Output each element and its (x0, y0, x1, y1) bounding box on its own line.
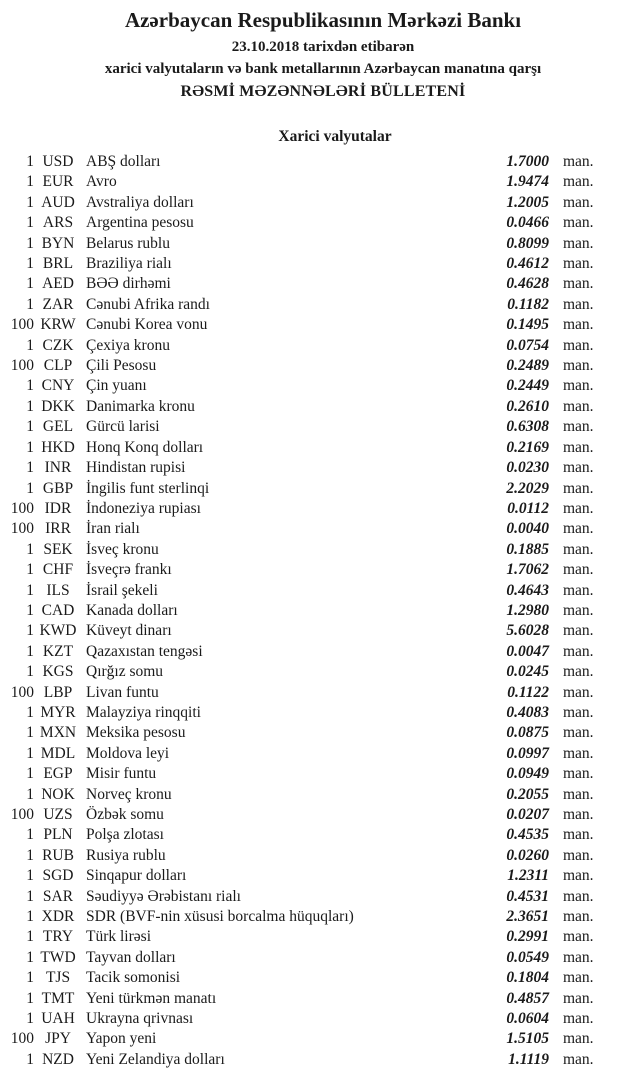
currency-name: Gürcü larisi (86, 418, 160, 436)
currency-name: Braziliya rialı (86, 255, 172, 273)
currency-name: Çin yuanı (86, 377, 147, 395)
unit-label: man. (563, 1010, 594, 1028)
currency-code: CNY (41, 377, 75, 395)
rate-row (0, 213, 620, 233)
quantity-value: 1 (26, 234, 34, 252)
currency-code: NZD (42, 1050, 74, 1068)
rate-value: 0.4083 (506, 703, 549, 721)
quantity-value: 1 (26, 826, 34, 844)
currency-code: CHF (42, 561, 74, 579)
currency-code: KRW (40, 316, 76, 334)
currency-code: MDL (40, 744, 76, 762)
rate-value: 0.4628 (506, 275, 549, 293)
rate-row (0, 1050, 620, 1070)
rate-row (0, 172, 620, 192)
rate-value: 0.0754 (506, 336, 549, 354)
quantity-value: 1 (26, 295, 34, 313)
currency-code: TJS (45, 969, 71, 987)
quantity-value: 1 (26, 724, 34, 742)
currency-name: Moldova leyi (86, 744, 170, 762)
rate-row (0, 152, 620, 172)
currency-code: SGD (42, 867, 74, 885)
quantity-value: 1 (26, 765, 34, 783)
currency-name: Türk lirəsi (86, 928, 151, 946)
unit-label: man. (563, 316, 594, 334)
currency-code: ARS (42, 214, 74, 232)
rate-value: 0.4612 (506, 255, 549, 273)
currency-name: Cənubi Afrika randı (86, 295, 210, 313)
currency-code: GBP (42, 479, 74, 497)
quantity-value: 1 (26, 418, 34, 436)
rate-value: 2.3651 (506, 908, 549, 926)
rate-value: 1.2980 (506, 601, 549, 619)
rate-row (0, 805, 620, 825)
currency-code: BYN (41, 234, 75, 252)
unit-label: man. (563, 357, 594, 375)
rate-row (0, 274, 620, 294)
rate-row (0, 601, 620, 621)
unit-label: man. (563, 785, 594, 803)
currency-code: HKD (41, 438, 75, 456)
rate-row (0, 417, 620, 437)
quantity-value: 1 (26, 438, 34, 456)
currency-code: DKK (41, 397, 75, 415)
rate-row (0, 825, 620, 845)
quantity-value: 100 (10, 683, 34, 701)
currency-name: Kanada dolları (86, 601, 178, 619)
currency-name: İsrail şekeli (86, 581, 158, 599)
rate-row (0, 336, 620, 356)
unit-label: man. (563, 806, 594, 823)
rate-value: 0.2449 (506, 377, 549, 395)
rate-row (0, 254, 620, 274)
currency-name: Rusiya rublu (86, 846, 166, 864)
currency-code: NOK (41, 785, 75, 803)
rate-value: 1.7000 (506, 153, 549, 170)
quantity-value: 1 (26, 255, 34, 273)
unit-label: man. (563, 724, 594, 742)
currency-code: BRL (42, 255, 74, 273)
currency-name: Səudiyyə Ərəbistanı rialı (86, 887, 241, 905)
rate-row (0, 315, 620, 335)
quantity-value: 1 (26, 1010, 34, 1028)
rate-row (0, 785, 620, 805)
unit-label: man. (563, 173, 594, 191)
rate-row (0, 948, 620, 968)
rate-row (0, 846, 620, 866)
currency-name: Tayvan dolları (86, 948, 176, 966)
unit-label: man. (563, 255, 594, 273)
unit-label: man. (563, 234, 594, 252)
exchange-rates-table (0, 152, 620, 1070)
unit-label: man. (563, 336, 594, 354)
quantity-value: 100 (10, 499, 34, 517)
currency-code: CZK (42, 336, 74, 354)
unit-label: man. (563, 1050, 594, 1068)
currency-code: GEL (42, 418, 74, 436)
rate-row (0, 376, 620, 396)
rate-value: 0.0466 (506, 214, 549, 232)
unit-label: man. (563, 683, 594, 701)
rate-row (0, 397, 620, 417)
currency-code: EGP (43, 765, 73, 783)
currency-code: KGS (42, 663, 74, 681)
quantity-value: 1 (26, 479, 34, 497)
rate-value: 1.5105 (506, 1030, 549, 1048)
rate-row (0, 683, 620, 703)
currency-code: TRY (42, 928, 74, 946)
rate-value: 0.8099 (506, 234, 549, 252)
currency-name: Polşa zlotası (86, 826, 164, 844)
rate-value: 1.2005 (506, 193, 549, 211)
currency-name: Livan funtu (86, 683, 159, 701)
rate-value: 0.2169 (506, 438, 549, 456)
rate-row (0, 458, 620, 478)
rate-value: 0.6308 (506, 418, 549, 436)
currency-code: EUR (42, 173, 74, 191)
rate-value: 1.1119 (508, 1050, 549, 1068)
rate-value: 0.1182 (507, 295, 549, 313)
unit-label: man. (563, 499, 594, 517)
quantity-value: 1 (26, 214, 34, 232)
quantity-value: 100 (10, 806, 34, 823)
rate-row (0, 1029, 620, 1049)
bank-title: Azərbaycan Respublikasının Mərkəzi Bankı (124, 8, 522, 32)
currency-code: ILS (46, 581, 70, 599)
quantity-value: 1 (26, 663, 34, 681)
rate-value: 0.0230 (506, 459, 549, 477)
unit-label: man. (563, 418, 594, 436)
rate-value: 0.1122 (507, 683, 549, 701)
currency-code: AUD (41, 193, 75, 211)
currency-name: İsveç kronu (86, 540, 159, 558)
unit-label: man. (563, 989, 594, 1007)
currency-code: RUB (42, 846, 74, 864)
rate-row (0, 703, 620, 723)
rate-row (0, 560, 620, 580)
currency-name: İran rialı (86, 520, 140, 538)
quantity-value: 1 (26, 969, 34, 987)
rate-row (0, 540, 620, 560)
rate-row (0, 968, 620, 988)
unit-label: man. (563, 826, 594, 844)
currency-name: Avstraliya dolları (86, 193, 194, 211)
quantity-value: 1 (26, 867, 34, 885)
unit-label: man. (563, 1030, 594, 1048)
currency-name: Misir funtu (86, 765, 157, 783)
unit-label: man. (563, 928, 594, 946)
unit-label: man. (563, 295, 594, 313)
unit-label: man. (563, 908, 594, 926)
rate-row (0, 907, 620, 927)
currency-name: Hindistan rupisi (86, 459, 186, 477)
currency-name: Cənubi Korea vonu (86, 316, 208, 334)
currency-code: SAR (42, 887, 74, 905)
currency-code: ZAR (42, 295, 74, 313)
rate-value: 0.1885 (506, 540, 549, 558)
rate-value: 5.6028 (506, 622, 549, 640)
rate-value: 0.0260 (506, 846, 549, 864)
currency-code: CAD (41, 601, 75, 619)
quantity-value: 100 (10, 316, 34, 334)
currency-name: Argentina pesosu (86, 214, 194, 232)
rate-row (0, 887, 620, 907)
currency-name: Norveç kronu (86, 785, 172, 803)
currency-name: Çili Pesosu (86, 357, 157, 375)
rate-value: 0.0549 (506, 948, 549, 966)
unit-label: man. (563, 887, 594, 905)
unit-label: man. (563, 663, 594, 681)
currency-code: MYR (40, 703, 76, 721)
quantity-value: 1 (26, 948, 34, 966)
currency-name: Yapon yeni (86, 1030, 157, 1048)
currency-code: USD (42, 153, 74, 170)
currency-code: IDR (44, 499, 72, 517)
currency-name: Küveyt dinarı (86, 622, 172, 640)
unit-label: man. (563, 459, 594, 477)
rate-value: 0.0047 (506, 642, 549, 660)
currency-code: TMT (41, 989, 75, 1007)
currency-name: Belarus rublu (86, 234, 170, 252)
rate-row (0, 1009, 620, 1029)
unit-label: man. (563, 622, 594, 640)
rate-row (0, 499, 620, 519)
unit-label: man. (563, 520, 594, 538)
quantity-value: 1 (26, 622, 34, 640)
rate-value: 0.0997 (506, 744, 549, 762)
quantity-value: 1 (26, 377, 34, 395)
unit-label: man. (563, 765, 594, 783)
unit-label: man. (563, 581, 594, 599)
unit-label: man. (563, 377, 594, 395)
rate-value: 1.7062 (506, 561, 549, 579)
rate-row (0, 866, 620, 886)
rate-value: 0.4531 (506, 887, 549, 905)
currency-code: XDR (41, 908, 75, 926)
unit-label: man. (563, 479, 594, 497)
unit-label: man. (563, 969, 594, 987)
quantity-value: 1 (26, 275, 34, 293)
rate-row (0, 479, 620, 499)
quantity-value: 100 (10, 357, 34, 375)
rate-value: 2.2029 (506, 479, 549, 497)
rate-value: 0.4643 (506, 581, 549, 599)
quantity-value: 1 (26, 581, 34, 599)
rate-value: 0.0207 (506, 806, 549, 823)
currency-name: Honq Konq dolları (86, 438, 204, 456)
quantity-value: 1 (26, 642, 34, 660)
currency-code: AED (42, 275, 74, 293)
currency-name: Qırğız somu (86, 663, 164, 681)
rate-row (0, 438, 620, 458)
unit-label: man. (563, 561, 594, 579)
currency-code: LBP (43, 683, 73, 701)
quantity-value: 1 (26, 785, 34, 803)
rate-row (0, 744, 620, 764)
unit-label: man. (563, 703, 594, 721)
currency-code: KZT (42, 642, 74, 660)
rate-value: 0.0875 (506, 724, 549, 742)
rate-row (0, 662, 620, 682)
rate-value: 0.1495 (506, 316, 549, 334)
rate-value: 0.2610 (506, 397, 549, 415)
quantity-value: 1 (26, 703, 34, 721)
rate-row (0, 642, 620, 662)
currency-code: JPY (45, 1030, 71, 1048)
unit-label: man. (563, 540, 594, 558)
currency-name: Sinqapur dolları (86, 867, 187, 885)
currency-name: İsveçrə frankı (86, 561, 172, 579)
rate-row (0, 356, 620, 376)
currency-name: Danimarka kronu (86, 397, 195, 415)
rate-value: 0.2055 (506, 785, 549, 803)
quantity-value: 1 (26, 336, 34, 354)
quantity-value: 1 (26, 928, 34, 946)
currency-code: PLN (43, 826, 73, 844)
quantity-value: 100 (10, 1030, 34, 1048)
rate-value: 0.2991 (506, 928, 549, 946)
quantity-value: 1 (26, 846, 34, 864)
unit-label: man. (563, 275, 594, 293)
unit-label: man. (563, 948, 594, 966)
rate-value: 0.1804 (506, 969, 549, 987)
currency-name: Meksika pesosu (86, 724, 186, 742)
unit-label: man. (563, 397, 594, 415)
rate-value: 1.9474 (506, 173, 549, 191)
rate-value: 0.4535 (506, 826, 549, 844)
quantity-value: 1 (26, 989, 34, 1007)
currency-name: ABŞ dolları (86, 153, 161, 170)
currency-code: UAH (41, 1010, 75, 1028)
unit-label: man. (563, 744, 594, 762)
section-title-foreign-currencies: Xarici valyutalar (278, 128, 392, 145)
quantity-value: 1 (26, 459, 34, 477)
effective-date: 23.10.2018 tarixdən etibarən (231, 39, 415, 55)
rate-value: 0.0949 (506, 765, 549, 783)
rate-row (0, 193, 620, 213)
currency-code: UZS (43, 806, 73, 823)
unit-label: man. (563, 867, 594, 885)
rate-row (0, 927, 620, 947)
rate-value: 0.2489 (506, 357, 549, 375)
bulletin-title: RƏSMİ MƏZƏNNƏLƏRİ BÜLLETENİ (180, 83, 466, 100)
unit-label: man. (563, 193, 594, 211)
rate-value: 0.0245 (506, 663, 549, 681)
currency-code: KWD (39, 622, 77, 640)
currency-code: IRR (45, 520, 71, 538)
currency-name: Avro (86, 173, 117, 191)
currency-code: TWD (40, 948, 76, 966)
quantity-value: 1 (26, 601, 34, 619)
quantity-value: 1 (26, 173, 34, 191)
unit-label: man. (563, 846, 594, 864)
unit-label: man. (563, 214, 594, 232)
currency-name: Yeni Zelandiya dolları (86, 1050, 225, 1068)
currency-code: MXN (39, 724, 77, 742)
rate-value: 0.0112 (507, 499, 549, 517)
rate-row (0, 581, 620, 601)
rate-row (0, 764, 620, 784)
rate-row (0, 519, 620, 539)
quantity-value: 1 (26, 193, 34, 211)
quantity-value: 1 (26, 887, 34, 905)
currency-name: İndoneziya rupiası (86, 499, 201, 517)
currency-name: SDR (BVF-nin xüsusi borcalma hüquqları) (86, 908, 354, 926)
quantity-value: 1 (26, 744, 34, 762)
currency-code: SEK (43, 540, 73, 558)
quantity-value: 1 (26, 153, 34, 170)
quantity-value: 1 (26, 561, 34, 579)
subtitle-line: xarici valyutaların və bank metallarının Azərbaycan manatına qarşı (104, 61, 542, 77)
rate-row (0, 234, 620, 254)
rate-row (0, 621, 620, 641)
unit-label: man. (563, 642, 594, 660)
rate-row (0, 723, 620, 743)
rate-value: 0.0604 (506, 1010, 549, 1028)
unit-label: man. (563, 153, 594, 170)
currency-name: Ukrayna qrivnası (86, 1010, 194, 1028)
unit-label: man. (563, 438, 594, 456)
currency-name: Malayziya rinqqiti (86, 703, 201, 721)
currency-name: Özbək somu (86, 806, 164, 823)
quantity-value: 1 (26, 540, 34, 558)
currency-name: Qazaxıstan tengəsi (86, 642, 203, 660)
rate-value: 1.2311 (507, 867, 549, 885)
currency-name: Tacik somonisi (86, 969, 181, 987)
unit-label: man. (563, 601, 594, 619)
currency-code: CLP (43, 357, 73, 375)
rate-value: 0.0040 (506, 520, 549, 538)
rate-row (0, 295, 620, 315)
quantity-value: 1 (26, 908, 34, 926)
quantity-value: 1 (26, 1050, 34, 1068)
currency-name: BƏƏ dirhəmi (86, 275, 171, 293)
rate-value: 0.4857 (506, 989, 549, 1007)
currency-name: İngilis funt sterlinqi (86, 479, 210, 497)
currency-code: INR (44, 459, 72, 477)
rate-row (0, 989, 620, 1009)
quantity-value: 1 (26, 397, 34, 415)
currency-name: Yeni türkmən manatı (86, 989, 217, 1007)
quantity-value: 100 (10, 520, 34, 538)
currency-name: Çexiya kronu (86, 336, 170, 354)
